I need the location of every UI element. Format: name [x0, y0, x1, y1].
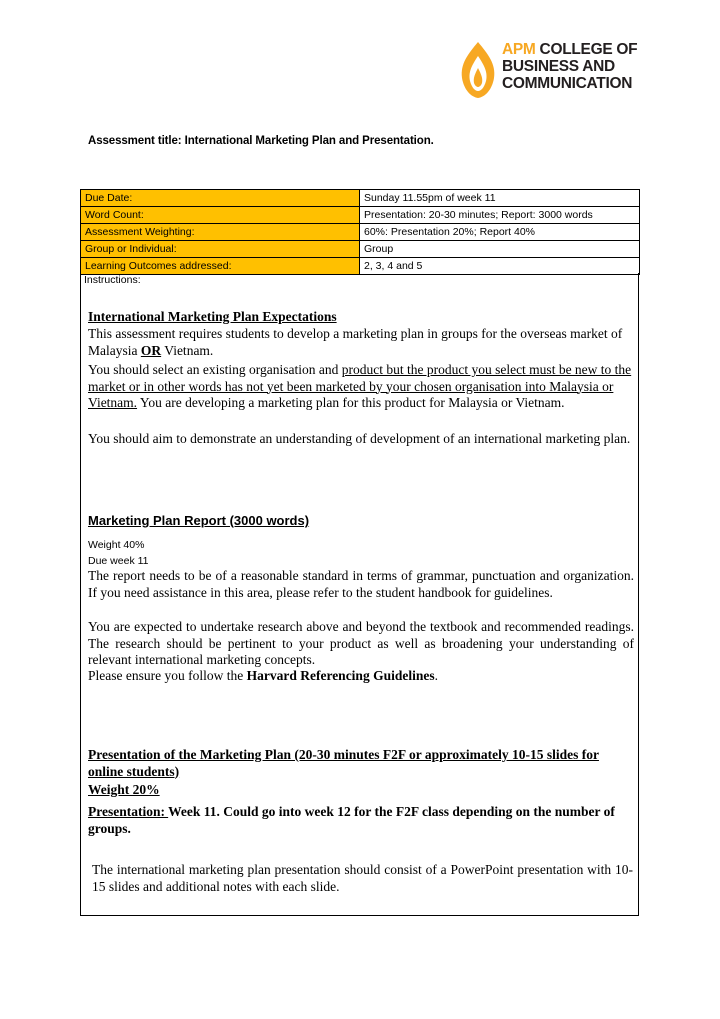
- presentation-weight: Weight 20%: [88, 782, 160, 797]
- table-row: [81, 224, 640, 241]
- weighting-label: Assessment Weighting:: [81, 224, 360, 241]
- logo-wordmark: [502, 41, 637, 92]
- para1-or: OR: [140, 342, 162, 358]
- logo-apm: APM: [502, 41, 536, 58]
- report-para3-end: .: [434, 668, 438, 683]
- report-para-3: [88, 668, 634, 685]
- word-count-label: Word Count:: [81, 207, 360, 224]
- para2-underlined: product but the product you select must be new to the market or in other words has not yet been marketed by your chosen organisation into Malaysia or Vietnam.: [88, 362, 632, 410]
- report-heading: Marketing Plan Report (3000 words): [88, 513, 310, 528]
- logo-line3: COMMUNICATION: [502, 75, 633, 92]
- table-row: [81, 207, 640, 224]
- flame-icon: [458, 40, 498, 100]
- para2-end: You are developing a marketing plan for this product for Malaysia or Vietnam.: [137, 395, 565, 410]
- assessment-title: Assessment title: International Marketing Plan and Presentation.: [88, 135, 434, 147]
- expectations-para-3: You should aim to demonstrate an understanding of development of an international marketing plan.: [88, 431, 631, 446]
- table-row: [81, 241, 640, 258]
- table-row: [81, 190, 640, 207]
- presentation-schedule: [88, 804, 634, 837]
- group-value: Group: [360, 241, 640, 258]
- expectations-para-1: [88, 326, 634, 359]
- due-date-value: Sunday 11.55pm of week 11: [360, 190, 640, 207]
- para1-end: Vietnam.: [161, 342, 214, 358]
- harvard-guidelines: Harvard Referencing Guidelines: [246, 668, 435, 683]
- presentation-label: Presentation:: [88, 804, 169, 819]
- logo-line2: BUSINESS AND: [502, 58, 615, 75]
- para2-text: You should select an existing organisation and: [88, 362, 342, 377]
- weighting-value: 60%: Presentation 20%; Report 40%: [360, 224, 640, 241]
- word-count-value: Presentation: 20-30 minutes; Report: 3000 words: [360, 207, 640, 224]
- report-para3-text: Please ensure you follow the: [88, 668, 247, 683]
- presentation-text: Week 11. Could go into week 12 for the F2F class depending on the number of groups.: [88, 804, 615, 836]
- presentation-para: The international marketing plan presentation should consist of a PowerPoint presentation with 10-15 slides and additional notes with each slide.: [92, 862, 633, 894]
- expectations-para-2: [88, 362, 634, 412]
- logo-line1: COLLEGE OF: [535, 41, 638, 58]
- due-date-label: Due Date:: [81, 190, 360, 207]
- report-para-2: You are expected to undertake research above and beyond the textbook and recommended readings. The research should be pertinent to your product as well as broadening your understanding of relevant international marketing concepts.: [88, 619, 634, 667]
- instructions-label: Instructions:: [84, 274, 141, 286]
- table-row: [81, 258, 640, 275]
- outcomes-value: 2, 3, 4 and 5: [360, 258, 640, 275]
- college-logo: [458, 40, 638, 100]
- report-para-1: The report needs to be of a reasonable standard in terms of grammar, punctuation and organization. If you need assistance in this area, please refer to the student handbook for guidelines.: [88, 568, 634, 600]
- para1-text: This assessment requires students to develop a marketing plan in groups for the overseas market of Malaysia: [88, 326, 623, 358]
- group-label: Group or Individual:: [81, 241, 360, 258]
- assessment-info-table: [80, 189, 640, 275]
- outcomes-label: Learning Outcomes addressed:: [81, 258, 360, 275]
- report-due: Due week 11: [88, 555, 149, 567]
- report-weight: Weight 40%: [88, 539, 145, 551]
- presentation-heading: Presentation of the Marketing Plan (20-30 minutes F2F or approximately 10-15 slides for online students): [88, 747, 599, 779]
- expectations-heading: International Marketing Plan Expectations: [88, 309, 337, 324]
